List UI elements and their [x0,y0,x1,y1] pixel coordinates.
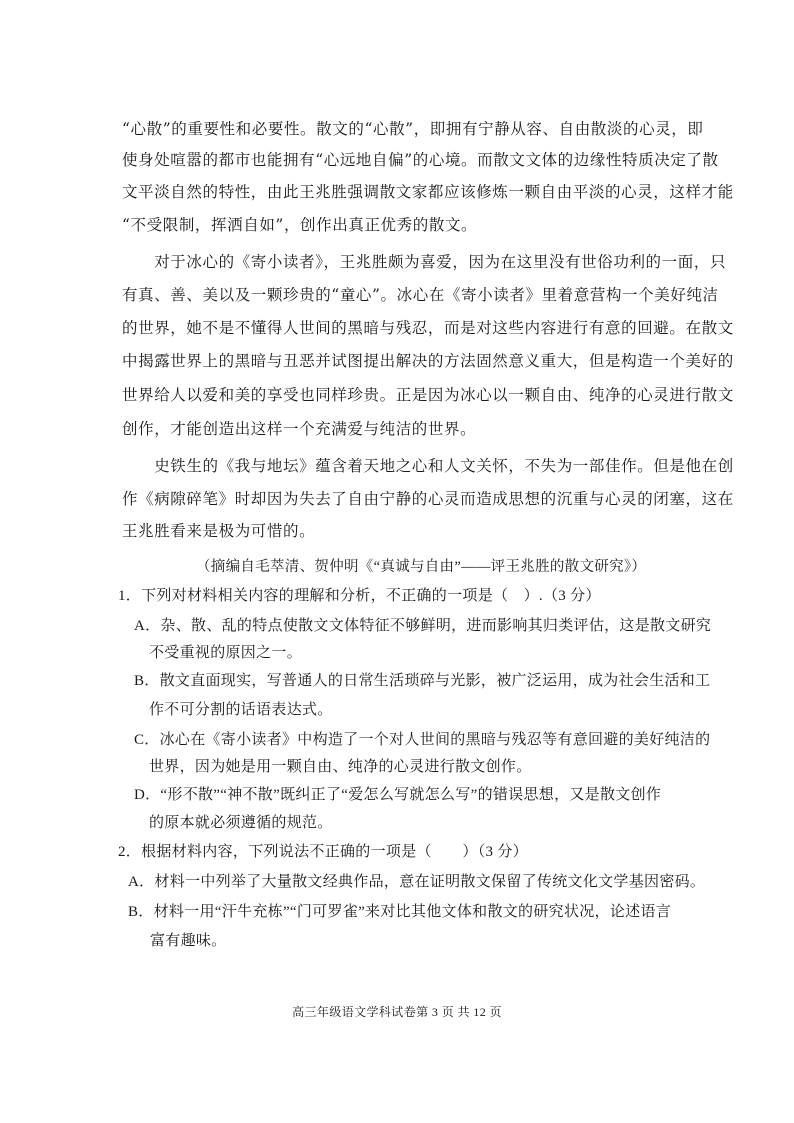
passage-line: 文平淡自然的特性，由此王兆胜强调散文家都应该修炼一颗自由平淡的心灵，这样才能 [122,183,734,201]
option-b-cont: 作不可分割的话语表达式。 [149,702,333,718]
passage-line: 史铁生的《我与地坛》蕴含着天地之心和人文关怀，不失为一部佳作。但是他在创 [122,457,734,475]
option-b-cont: 富有趣味。 [150,933,227,949]
option-c: C．冰心在《寄小读者》中构造了一个对人世间的黑暗与残忍等有意回避的美好纯洁的 [134,732,711,748]
question-stem: 1．下列对材料相关内容的理解和分析，不正确的一项是（ ）.（3 分） [118,588,601,604]
passage-line: 对于冰心的《寄小读者》，王兆胜颇为喜爱，因为在这里没有世俗功利的一面，只 [122,253,727,271]
passage-line: 使身处喧嚣的都市也能拥有“心远地自偏”的心境。而散文文体的边缘性特质决定了散 [122,151,719,169]
passage-line: 中揭露世界上的黑暗与丑恶并试图提出解决的方法固然意义重大，但是构造一个美好的 [122,352,734,370]
passage-line: 的世界，她不是不懂得人世间的黑暗与残忍，而是对这些内容进行有意的回避。在散文 [122,319,734,337]
passage-line: 王兆胜看来是极为可惜的。 [122,522,316,540]
passage-line: 世界给人以爱和美的享受也同样珍贵。正是因为冰心以一颗自由、纯净的心灵进行散文 [122,386,734,404]
passage-line: “心散”的重要性和必要性。散文的“心散”，即拥有宁静从容、自由散淡的心灵，即 [122,120,704,138]
passage-line: “不受限制，挥洒自如”，创作出真正优秀的散文。 [122,216,478,234]
passage-line: 创作，才能创造出这样一个充满爱与纯洁的世界。 [122,420,477,438]
option-b: B．散文直面现实，写普通人的日常生活琐碎与光影，被广泛运用，成为社会生活和工 [134,673,711,689]
option-a: A．材料一中列举了大量散文经典作品，意在证明散文保留了传统文化文学基因密码。 [128,874,706,890]
option-a-cont: 不受重视的原因之一。 [149,645,303,661]
source-citation: （摘编自毛萃清、贺仲明《“真诚与自由”——评王兆胜的散文研究》） [196,559,647,575]
option-d-cont: 的原本就必须遵循的规范。 [149,815,333,831]
passage-line: 有真、善、美以及一颗珍贵的“童心”。冰心在《寄小读者》里着意营构一个美好纯洁 [122,286,719,304]
page-footer: 高三年级语文学科试卷第 3 页 共 12 页 [292,1005,502,1019]
option-a: A．杂、散、乱的特点使散文文体特征不够鲜明，进而影响其归类评估，这是散文研究 [134,618,712,634]
option-b: B．材料一用“汗牛充栋”“门可罗雀”来对比其他文体和散文的研究状况，论述语言 [128,904,672,920]
option-d: D．“形不散”“神不散”既纠正了“爱怎么写就怎么写”的错误思想，又是散文创作 [134,787,662,803]
option-c-cont: 世界，因为她是用一颗自由、纯净的心灵进行散文创作。 [149,759,532,775]
question-stem: 2．根据材料内容，下列说法不正确的一项是（ ）（3 分） [118,844,528,860]
passage-line: 作《病隙碎笔》时却因为失去了自由宁静的心灵而造成思想的沉重与心灵的闭塞，这在 [122,490,734,508]
